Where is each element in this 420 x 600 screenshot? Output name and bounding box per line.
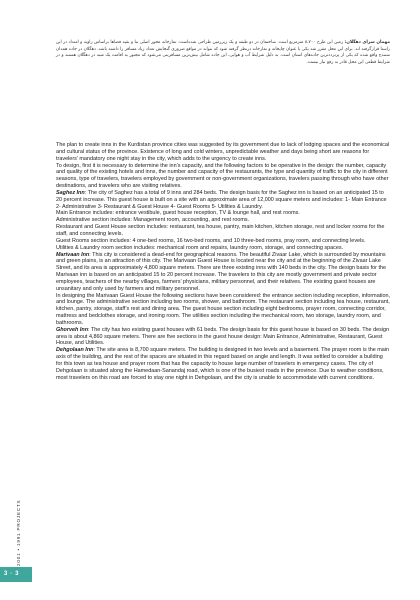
paragraph [56, 252, 390, 293]
side-running-label [16, 456, 26, 566]
paragraph [56, 224, 390, 238]
page-number: 3 · 3 [4, 571, 20, 577]
paragraph-text: : The city has two existing guest houses with 61 beds. The design basis for this guest house is based on 30 beds. The design area is about 4,860 square meters. There are five sections in the guest house design: Main Entrance, Administrative, Restaurant, Guest House, and Utilities. [56, 326, 390, 347]
paragraph-text: Main Entrance includes: entrance vestibule, guest house reception, TV & lounge hall, and rest rooms. [56, 210, 300, 217]
persian-paragraph [56, 40, 390, 66]
paragraph [56, 347, 390, 381]
paragraph-text: Administrative section includes: Management room, accounting, and rest rooms. [56, 217, 250, 224]
paragraph [56, 142, 390, 163]
paragraph-text: : The site area is 8,700 square meters. The building is designed in two levels and a basement. The prayer room is the main axis of the building, and the rest of the spaces are situated in this regard based on angle and length. It was settled to consider a building for this town as tea house and prayer room that has the capacity to house large number of travelers in emergency cases. The city of Dehgolaan is situated along the Hamedaan-Sanandaj road, which is one of the busiest roads in the province. Due to weather conditions, most travelers on this road are forced to stay one night in Dehgolaan, and the city is unable to accommodate with current conditions. [56, 347, 390, 381]
english-body [56, 142, 390, 382]
paragraph [56, 238, 390, 245]
side-label-text: 2001 • 1991 PROJECTS [16, 499, 21, 566]
paragraph-text: The plan to create inns in the Kurdistan province cities was suggested by its government due to lack of lodging spaces and the economical and cultural status of the province. Existence of long and cold winters, unpredictable weather and days being short are reasons for travelers’ mandatory one night stay in the city, which adds to the urgency to create inns. [56, 142, 390, 162]
paragraph-heading: Saghez Inn [56, 189, 85, 196]
paragraph-text: In designing the Marivaan Guest House the following sections have been considered: the entrance section including reception, information, and lounge. The administrative section including two rooms, shower, and bathroom. The restaurant section including tea house, restaurant, kitchen, pantry, storage, staff’s rest and dining area. The guest house section including eight bedrooms, prayer room, connecting corridor, mattress and bedclothes storage, and ironing room. The utilities section including the mechanical room, two storage, laundry room, and bathrooms. [56, 292, 391, 326]
paragraph [56, 245, 390, 252]
paragraph [56, 190, 390, 211]
paragraph [56, 210, 390, 217]
paragraph-text: Utilities & Laundry room section includes: mechanical room and repairs, laundry room, storage, and connecting spaces. [56, 244, 344, 251]
paragraph-text: Restaurant and Guest House section includes: restaurant, tea house, pantry, main kitchen, kitchen storage, rest and locker rooms for the staff, and connecting levels. [56, 224, 385, 237]
persian-text: زمین این طرح ۸،۷۰۰ مترمربع است. ساختمان در دو طبقه و یک زیرزمین طراحی شده‌است. تمازخانه محور اصلی بنا و بقیه فضاها براساس زاویه و امتداد در این راستا قرارگرفته اند. برای این محل مقرر شد یکی با عنوان چاپخانه و نمازخانه درنظر گرفته شود که بتواند در مواقع ضروری گنجایش تعداد زیاد مسافر را داشته باشد. دهگلان در جاده همدان سنندج واقع شده که یکی از پرترددترین جاده‌های استان است. به دلیل شرایط آب و هوایی، این جاده شامل بیش‌ترین مسافرینی می‌شود که مجبور به اقامت یک شبه در دهگلان هستند و در شرایط قطعی این محل قادر به رفع نیاز نیست. [56, 40, 390, 65]
paragraph-text: : This city is considered a dead-end for geographical reasons. The beautiful Zivaar Lake, which is surrounded by mountains and green plains, is an attraction of this city. The Marivaan Guest House is located near the city and at the beginning of the Zivaar Lake Street, and its area is approximately 4,800 square meters. There are three existing inns with 140 beds in the city. The design basis for the Marivaan inn is based on an anticipated 15 to 20 percent increase. The travelers to this city are mostly government and private sector employees, teachers of the nearby villages, farmers’ physicians, military personnel, and their relatives. The existing guest houses are unsanitary and only used by farmers and military personnel. [56, 251, 387, 292]
paragraph [56, 217, 390, 224]
paragraph-heading: Dehgolaan Inn [56, 347, 94, 354]
paragraph-text: Guest Rooms section includes: 4 one-bed rooms, 16 two-bed rooms, and 10 three-bed rooms, pray room, and connecting levels. [56, 237, 366, 244]
paragraph-text: To design, first it is necessary to determine the inn’s capacity, and the following factors to be operative in the design: the number, capacity and quality of the existing hotels and inns, the number and capacity of the restaurants, the type and quantity of traffic to the city in different seasons, type of travelers, travelers employed by government or non-government organizations, travelers passing through who have other destinations, and travelers who are visiting relatives. [56, 162, 389, 190]
paragraph-heading: Marivaan Inn [56, 251, 90, 258]
paragraph-text: : The city of Saghez has a total of 9 inns and 284 beds. The design basis for the Saghez inn is based on an anticipated 15 to 20 percent increase. This guest house is built on a site with an approximate area of 12,000 square meters and includes: 1- Main Entrance 2- Administrative 3- Restaurant & Guest House 4- Guest Rooms 5- Utilities & Laundry. [56, 189, 387, 210]
page-number-tab [0, 567, 32, 582]
paragraph-heading: Ghorveh Inn [56, 326, 89, 333]
paragraph [56, 163, 390, 190]
paragraph [56, 327, 390, 348]
paragraph [56, 293, 390, 327]
persian-lead: مهمان سرای دهگلان: [344, 40, 390, 45]
